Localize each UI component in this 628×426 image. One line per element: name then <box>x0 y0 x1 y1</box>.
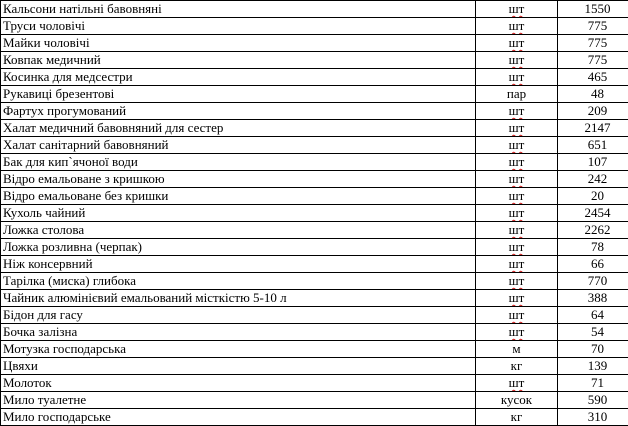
quantity-cell: 775 <box>558 18 628 35</box>
unit-label: шт <box>508 120 525 135</box>
table-row <box>1 341 628 358</box>
unit-cell <box>476 103 558 120</box>
unit-cell <box>476 35 558 52</box>
unit-cell <box>476 222 558 239</box>
unit-cell <box>476 307 558 324</box>
unit-cell <box>476 239 558 256</box>
unit-label: шт <box>508 52 525 67</box>
table-row <box>1 307 628 324</box>
quantity-cell: 2147 <box>558 120 628 137</box>
unit-label: шт <box>508 137 525 152</box>
table-row <box>1 154 628 171</box>
unit-cell <box>476 52 558 69</box>
unit-label: шт <box>508 35 525 50</box>
unit-label: шт <box>508 205 525 220</box>
quantity-cell: 209 <box>558 103 628 120</box>
quantity-cell: 20 <box>558 188 628 205</box>
quantity-cell: 139 <box>558 358 628 375</box>
table-row <box>1 324 628 341</box>
quantity-cell: 2262 <box>558 222 628 239</box>
table-row <box>1 205 628 222</box>
table-row <box>1 358 628 375</box>
unit-cell <box>476 69 558 86</box>
table-row <box>1 375 628 392</box>
unit-cell <box>476 205 558 222</box>
unit-label: м <box>512 341 521 356</box>
unit-cell <box>476 188 558 205</box>
quantity-cell: 2454 <box>558 205 628 222</box>
quantity-cell: 651 <box>558 137 628 154</box>
quantity-cell: 775 <box>558 35 628 52</box>
unit-cell <box>476 86 558 103</box>
quantity-cell: 770 <box>558 273 628 290</box>
item-name-cell: Ложка столова <box>1 222 476 239</box>
unit-cell <box>476 324 558 341</box>
unit-label: шт <box>508 188 525 203</box>
table-row <box>1 86 628 103</box>
quantity-cell: 242 <box>558 171 628 188</box>
table-row <box>1 52 628 69</box>
unit-label: кг <box>510 409 523 424</box>
table-row <box>1 1 628 18</box>
item-name-cell: Халат санітарний бавовняний <box>1 137 476 154</box>
unit-cell <box>476 137 558 154</box>
item-name-cell: Тарілка (миска) глибока <box>1 273 476 290</box>
table-row <box>1 120 628 137</box>
item-name-cell: Кальсони натільні бавовняні <box>1 1 476 18</box>
table-row <box>1 290 628 307</box>
quantity-cell: 1550 <box>558 1 628 18</box>
table-row <box>1 171 628 188</box>
unit-label: шт <box>508 290 525 305</box>
quantity-cell: 64 <box>558 307 628 324</box>
unit-cell <box>476 1 558 18</box>
item-name-cell: Чайник алюмінієвий емальований місткістю 5-10 л <box>1 290 476 307</box>
unit-cell <box>476 409 558 426</box>
unit-cell <box>476 358 558 375</box>
unit-cell <box>476 18 558 35</box>
item-name-cell: Відро емальоване з кришкою <box>1 171 476 188</box>
quantity-cell: 590 <box>558 392 628 409</box>
item-name-cell: Рукавиці брезентові <box>1 86 476 103</box>
table-row <box>1 409 628 426</box>
table-row <box>1 18 628 35</box>
unit-cell <box>476 273 558 290</box>
unit-label: кусок <box>500 392 533 407</box>
unit-cell <box>476 290 558 307</box>
item-name-cell: Молоток <box>1 375 476 392</box>
table-row <box>1 273 628 290</box>
unit-label: шт <box>508 324 525 339</box>
unit-label: шт <box>508 69 525 84</box>
unit-cell <box>476 171 558 188</box>
item-name-cell: Мотузка господарська <box>1 341 476 358</box>
unit-label: пар <box>506 86 527 101</box>
unit-label: шт <box>508 18 525 33</box>
unit-label: кг <box>510 358 523 373</box>
quantity-cell: 54 <box>558 324 628 341</box>
unit-label: шт <box>508 103 525 118</box>
table-row <box>1 256 628 273</box>
item-name-cell: Ложка розливна (черпак) <box>1 239 476 256</box>
table-row <box>1 137 628 154</box>
item-name-cell: Ковпак медичний <box>1 52 476 69</box>
table-row <box>1 188 628 205</box>
quantity-cell: 70 <box>558 341 628 358</box>
quantity-cell: 71 <box>558 375 628 392</box>
quantity-cell: 465 <box>558 69 628 86</box>
item-name-cell: Бочка залізна <box>1 324 476 341</box>
table-row <box>1 35 628 52</box>
unit-label: шт <box>508 1 525 16</box>
quantity-cell: 107 <box>558 154 628 171</box>
unit-label: шт <box>508 171 525 186</box>
item-name-cell: Відро емальоване без кришки <box>1 188 476 205</box>
item-name-cell: Бідон для гасу <box>1 307 476 324</box>
table-row <box>1 69 628 86</box>
quantity-cell: 388 <box>558 290 628 307</box>
unit-label: шт <box>508 222 525 237</box>
unit-label: шт <box>508 307 525 322</box>
quantity-cell: 48 <box>558 86 628 103</box>
item-name-cell: Мило туалетне <box>1 392 476 409</box>
unit-label: шт <box>508 154 525 169</box>
item-name-cell: Халат медичний бавовняний для сестер <box>1 120 476 137</box>
unit-label: шт <box>508 375 525 390</box>
quantity-cell: 310 <box>558 409 628 426</box>
quantity-cell: 66 <box>558 256 628 273</box>
unit-label: шт <box>508 239 525 254</box>
table-row <box>1 239 628 256</box>
item-name-cell: Косинка для медсестри <box>1 69 476 86</box>
item-name-cell: Мило господарське <box>1 409 476 426</box>
unit-cell <box>476 392 558 409</box>
unit-cell <box>476 120 558 137</box>
table-row <box>1 392 628 409</box>
unit-cell <box>476 375 558 392</box>
quantity-cell: 78 <box>558 239 628 256</box>
item-name-cell: Цвяхи <box>1 358 476 375</box>
unit-cell <box>476 256 558 273</box>
item-name-cell: Фартух прогумований <box>1 103 476 120</box>
item-name-cell: Кухоль чайний <box>1 205 476 222</box>
quantity-cell: 775 <box>558 52 628 69</box>
unit-label: шт <box>508 273 525 288</box>
unit-label: шт <box>508 256 525 271</box>
item-name-cell: Бак для кип`ячоної води <box>1 154 476 171</box>
unit-cell <box>476 154 558 171</box>
item-name-cell: Труси чоловічі <box>1 18 476 35</box>
table-row <box>1 103 628 120</box>
item-name-cell: Ніж консервний <box>1 256 476 273</box>
table-row <box>1 222 628 239</box>
unit-cell <box>476 341 558 358</box>
item-name-cell: Майки чоловічі <box>1 35 476 52</box>
